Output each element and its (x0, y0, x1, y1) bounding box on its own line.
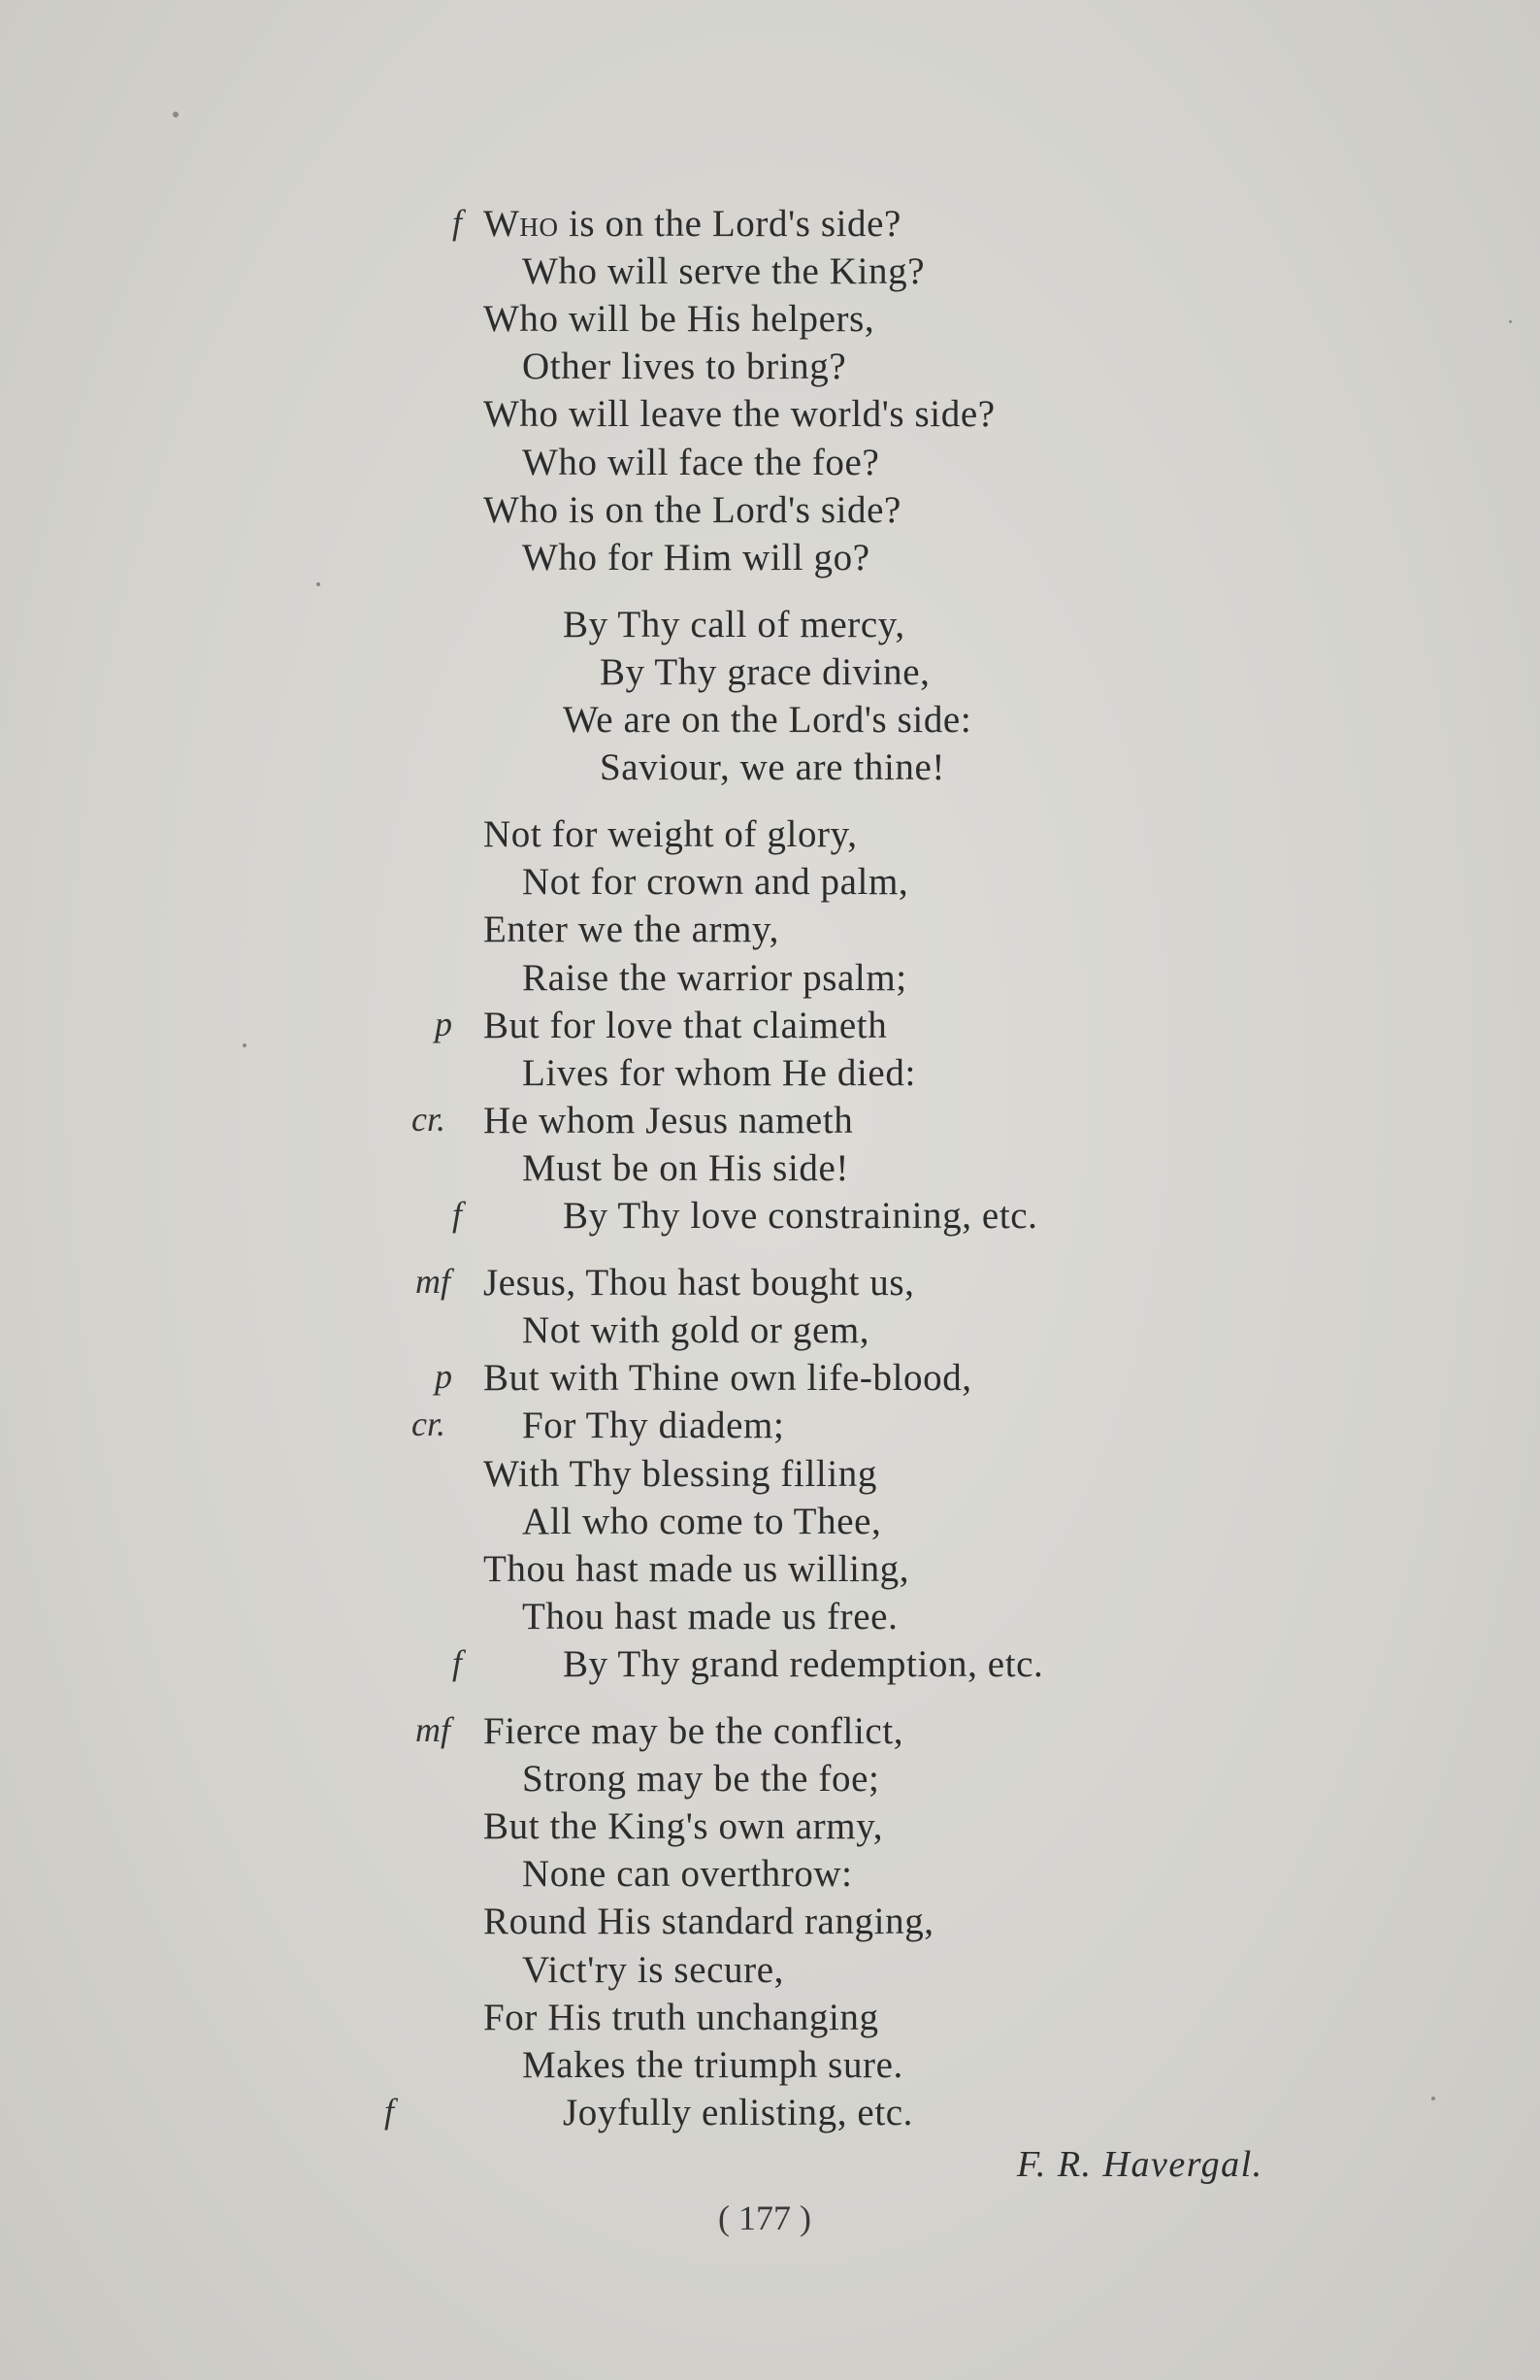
verse-line: Thou hast made us free. (522, 1595, 899, 1637)
page-number: ( 177 ) (718, 2198, 811, 2237)
dynamic-marking: f (452, 1642, 463, 1682)
verse-line: All who come to Thee, (522, 1500, 882, 1542)
verse-line: Who will serve the King? (522, 250, 926, 293)
verse-line: For His truth unchanging (483, 1996, 879, 2038)
verse-line: Not for weight of glory, (483, 813, 858, 856)
dynamic-marking: f (452, 203, 463, 242)
verse-line: Not for crown and palm, (522, 861, 909, 904)
verse-line: By Thy grace divine, (600, 650, 931, 693)
verse-line: Round His standard ranging, (483, 1901, 934, 1943)
verse-line: Who will face the foe? (522, 441, 880, 483)
verse-line: Vict'ry is secure, (522, 1948, 784, 1991)
verse-line: By Thy love constraining, etc. (563, 1195, 1038, 1237)
dynamic-marking: p (435, 1357, 452, 1397)
verse-line: He whom Jesus nameth (483, 1099, 854, 1141)
dynamic-marking: p (435, 1004, 452, 1043)
verse-line: Who for Him will go? (522, 536, 870, 578)
paper-speck (173, 112, 179, 117)
paper-speck (1509, 320, 1512, 323)
verse-line: We are on the Lord's side: (563, 699, 972, 741)
dynamic-marking: cr. (411, 1405, 445, 1444)
verse-line: Strong may be the foe; (522, 1758, 880, 1801)
author-attribution: F. R. Havergal. (1017, 2144, 1263, 2185)
dynamic-marking: mf (415, 1710, 450, 1749)
verse-line: Other lives to bring? (522, 346, 847, 388)
verse-line: Lives for whom He died: (522, 1051, 916, 1094)
paper-speck (1431, 2097, 1435, 2100)
verse-line: Saviour, we are thine! (600, 746, 946, 789)
verse-line: Thou hast made us willing, (483, 1547, 910, 1590)
verse-line: Not with gold or gem, (522, 1309, 870, 1352)
verse-line: Who is on the Lord's side? (483, 488, 901, 531)
dynamic-marking: mf (415, 1262, 450, 1302)
verse-line: Fierce may be the conflict, (483, 1710, 904, 1752)
dynamic-marking: f (452, 1195, 463, 1234)
verse-line: Who is on the Lord's side? (483, 203, 901, 245)
verse-line: But for love that claimeth (483, 1004, 888, 1046)
verse-line: But the King's own army, (483, 1805, 884, 1848)
verse-line: Enter we the army, (483, 909, 779, 951)
verse-line: For Thy diadem; (522, 1405, 785, 1447)
verse-line: But with Thine own life-blood, (483, 1357, 972, 1400)
verse-line: Who will be His helpers, (483, 298, 875, 341)
dynamic-marking: f (384, 2091, 395, 2131)
verse-line: Raise the warrior psalm; (522, 956, 907, 999)
paper-speck (316, 582, 320, 586)
verse-line: By Thy call of mercy, (563, 603, 905, 645)
verse-line: With Thy blessing filling (483, 1452, 877, 1495)
verse-line: By Thy grand redemption, etc. (563, 1642, 1044, 1685)
verse-line: Makes the triumph sure. (522, 2043, 903, 2086)
verse-line: Who will leave the world's side? (483, 393, 996, 436)
verse-line: Joyfully enlisting, etc. (563, 2091, 914, 2133)
dynamic-marking: cr. (411, 1099, 445, 1139)
verse-line: Jesus, Thou hast bought us, (483, 1262, 915, 1305)
verse-line: None can overthrow: (522, 1853, 853, 1896)
paper-speck (243, 1043, 246, 1047)
verse-line: Must be on His side! (522, 1146, 849, 1189)
